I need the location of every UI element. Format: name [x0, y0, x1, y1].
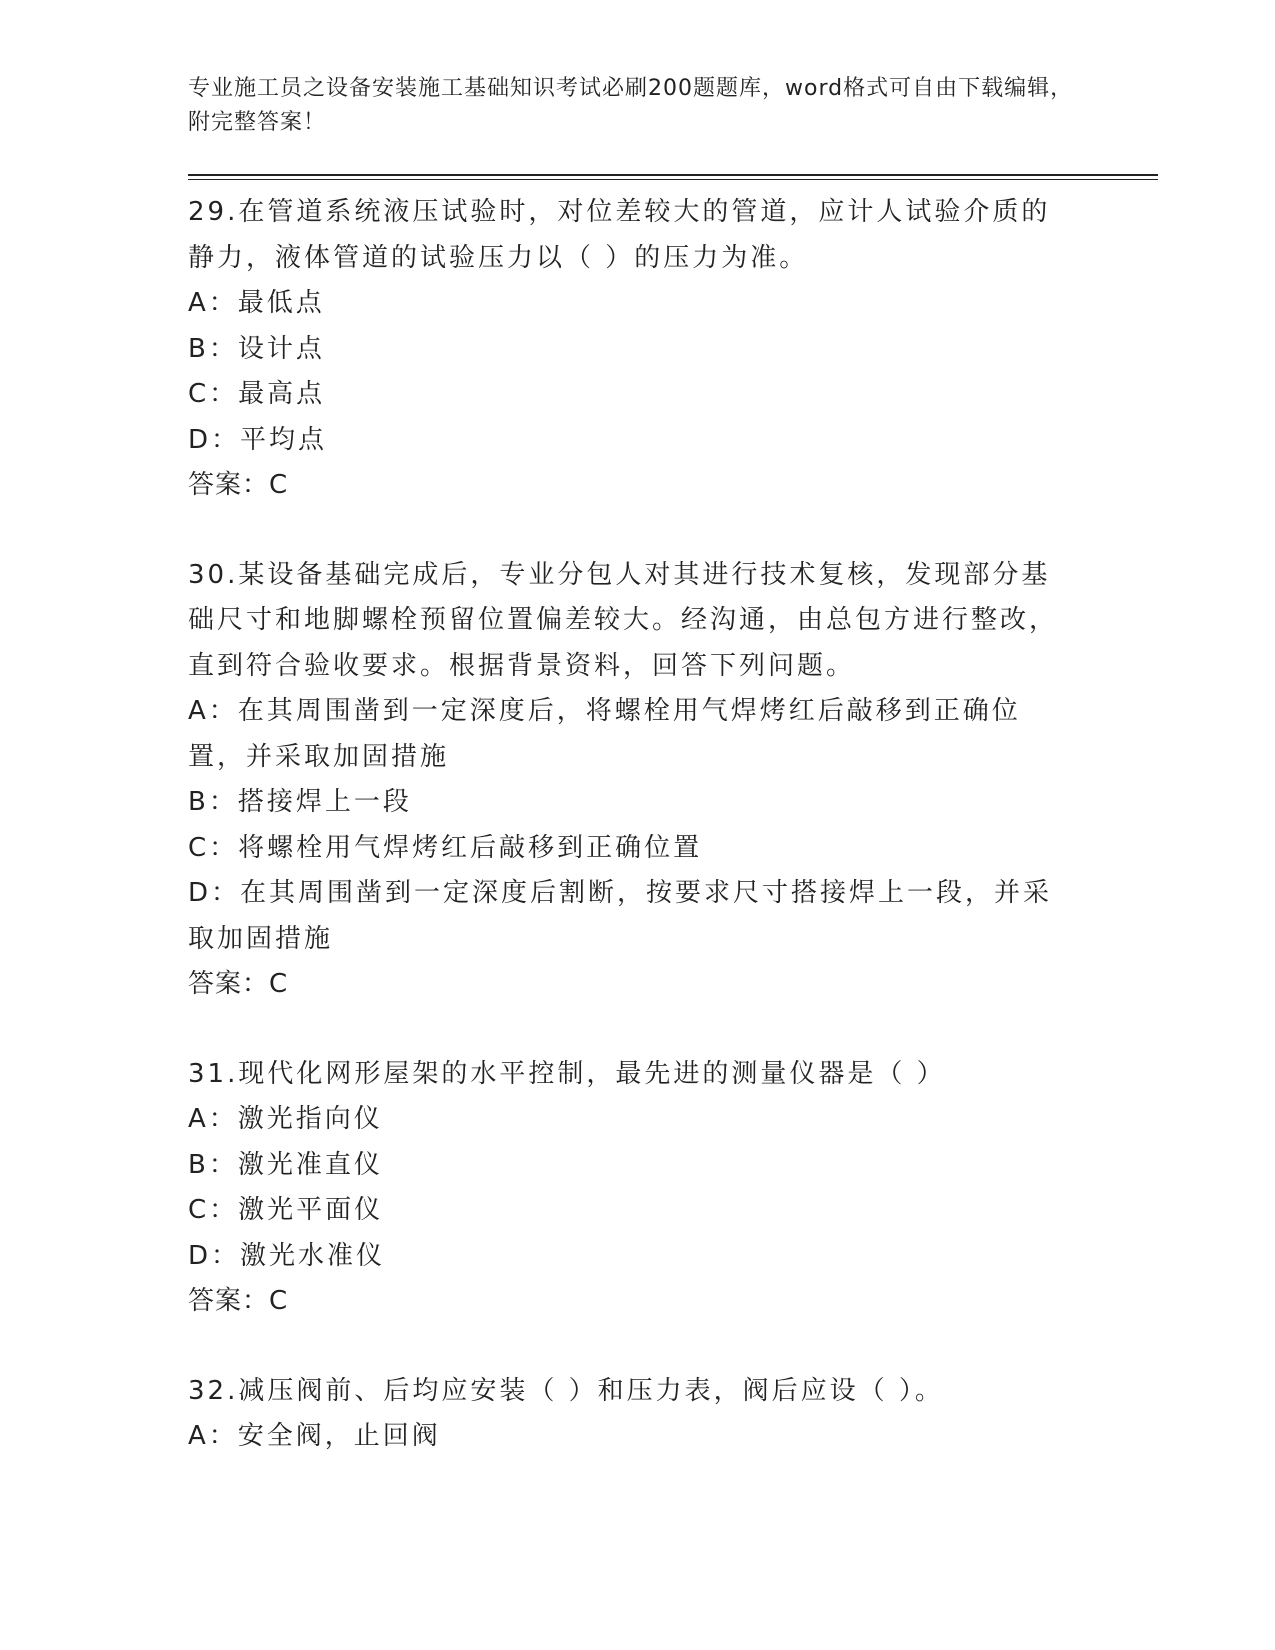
header-divider: [188, 174, 1158, 180]
option-a: A：激光指向仪: [188, 1104, 383, 1134]
question-list: [188, 190, 1158, 1460]
question-31: [188, 1052, 1158, 1325]
option-d: D：平均点: [188, 424, 328, 455]
answer-line: 答案：C: [188, 470, 289, 500]
question-stem: 30.某设备基础完成后，专业分包人对其进行技术复核，发现部分基础尺寸和地脚螺栓预留位置偏差较大。经沟通，由总包方进行整改，直到符合验收要求。根据背景资料，回答下列问题。: [188, 559, 1059, 681]
document-header: 专业施工员之设备安装施工基础知识考试必刷200题题库，word格式可自由下载编辑，附完整答案！: [188, 76, 1074, 135]
option-b: B：搭接焊上一段: [188, 787, 412, 817]
option-c: C：激光平面仪: [188, 1195, 384, 1225]
document-page: [188, 72, 1158, 1504]
answer-line: 答案：C: [188, 1286, 289, 1316]
option-c: C：将螺栓用气焊烤红后敲移到正确位置: [188, 832, 703, 863]
option-a: A：最低点: [188, 288, 325, 318]
option-d: D：在其周围凿到一定深度后割断，按要求尺寸搭接焊上一段，并采取加固措施: [188, 878, 1053, 954]
question-stem: 31.现代化网形屋架的水平控制，最先进的测量仪器是（ ）: [188, 1058, 946, 1089]
answer-line: 答案：C: [188, 969, 289, 999]
question-29: [188, 190, 1158, 509]
option-b: B：激光准直仪: [188, 1149, 383, 1180]
question-stem: 29.在管道系统液压试验时，对位差较大的管道，应计人试验介质的静力，液体管道的试验压力以（ ）的压力为准。: [188, 197, 1051, 273]
option-c: C：最高点: [188, 379, 326, 409]
option-a: A：在其周围凿到一定深度后，将螺栓用气焊烤红后敲移到正确位置，并采取加固措施: [188, 696, 1021, 772]
question-30: [188, 553, 1158, 1008]
option-a: A：安全阀，止回阀: [188, 1421, 441, 1451]
question-stem: 32.减压阀前、后均应安装（ ）和压力表，阀后应设（ ）。: [188, 1375, 944, 1406]
question-32: [188, 1369, 1158, 1460]
option-b: B：设计点: [188, 333, 325, 364]
option-d: D：激光水准仪: [188, 1240, 386, 1271]
